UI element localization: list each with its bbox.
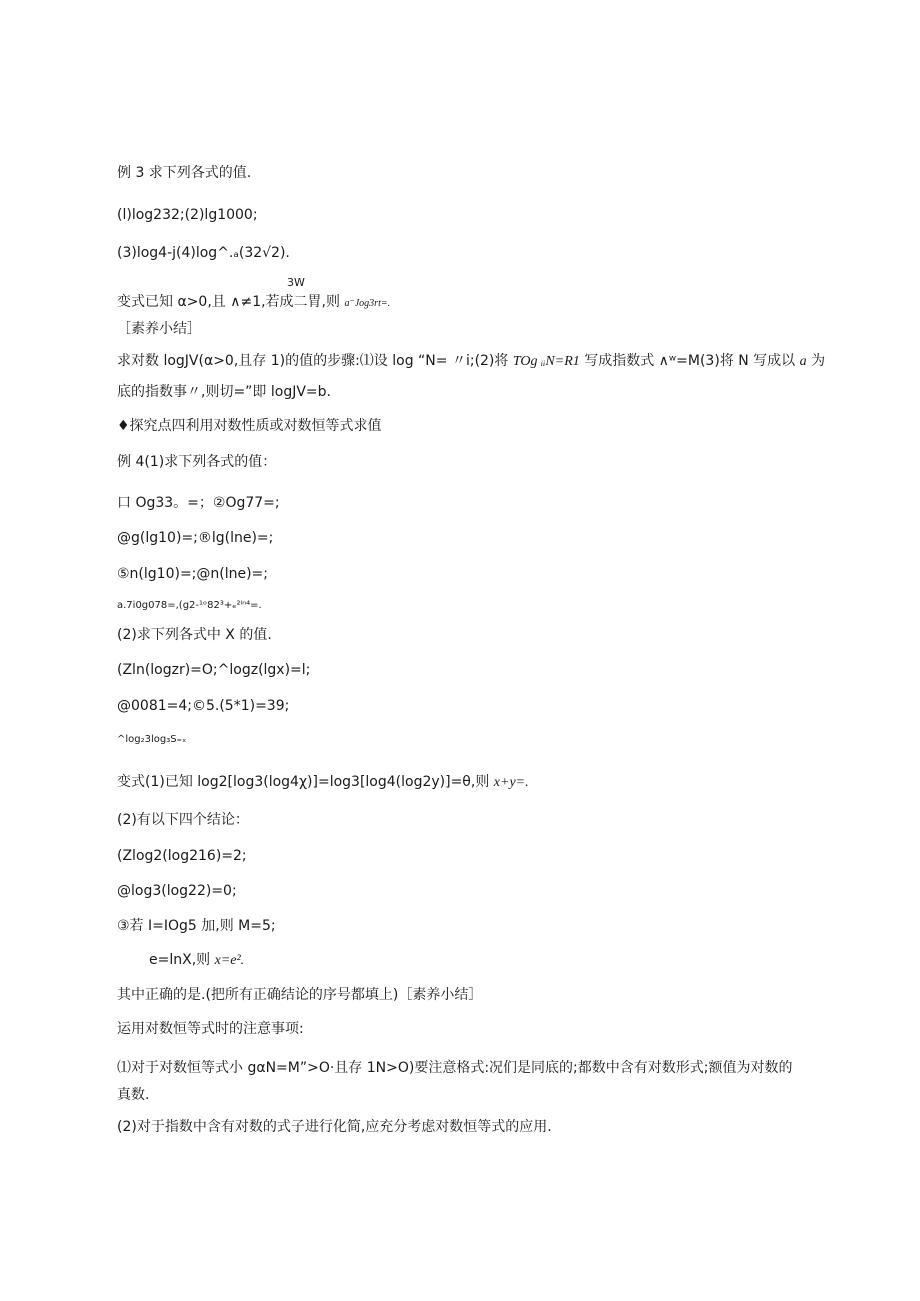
conclusion-2: @log3(log22)=0; [117, 883, 237, 899]
variant-2-expr: x+y=. [493, 775, 529, 790]
example-4-part-2-heading: (2)求下列各式中 X 的值. [117, 627, 272, 643]
notes-heading: 运用对数恒等式时的注意事项: [117, 1021, 304, 1037]
example-4-line-1: 口 Og33。=；②Og77=; [117, 495, 280, 511]
example-4-part-2-line-3: ^log₂3log₃S₌ₓ [117, 734, 187, 745]
example-4-line-3: ⑤n(lg10)=;@n(lne)=; [117, 566, 269, 582]
example-4-part-2-line-2: @0081=4;©5.(5*1)=39; [117, 698, 290, 714]
variant-question-text: 变式已知 α>0,且 ∧≠1,若成二胃,则 [117, 294, 341, 310]
steps-formula: TOg ᵢᵢN=R1 [512, 354, 580, 369]
variant-question-expr: a⁻Jog3rt=. [344, 298, 391, 309]
example-4-line-2: @g(lg10)=;®lg(lne)=; [117, 530, 274, 546]
example-4-heading: 例 4(1)求下列各式的值： [117, 454, 277, 470]
steps-var-a: a [799, 354, 807, 369]
example-4-line-4: a.7i0g078=,(g2-¹ᵒ82³+ₑ²ˡⁿ⁴=. [117, 600, 262, 611]
example-4-part-2-line-1: (Zln(logzr)=O;^logz(lgx)=l; [117, 662, 311, 678]
example-3-items-1-2: (l)log232;(2)lg1000; [117, 207, 258, 223]
correct-answer-prompt: 其中正确的是.(把所有正确结论的序号都填上)［素养小结］ [117, 987, 483, 1003]
variant-superscript: 3W [287, 276, 305, 289]
steps-text-c: 写成指数式 ∧ʷ=M(3)将 N 写成以 [584, 353, 796, 369]
conclusion-4-text: e=lnX,则 [149, 952, 211, 968]
conclusion-4-expr: x=e². [214, 953, 245, 968]
variant-2-text: 变式(1)已知 log2[log3(log4χ)]=log3[log4(log2y)]=θ,则 [117, 774, 490, 790]
conclusion-4 [149, 951, 244, 970]
steps-text-e: 为 [811, 353, 826, 369]
steps-text-a: 求对数 logJV(α>0,且存 1)的值的步骤:⑴设 log “N= 〃i;(2)将 [117, 353, 509, 369]
note-1: ⑴对于对数恒等式小 gαN=M”>O·且存 1N>O)要注意格式:况们是同底的;都数中含有对数形式;额值为对数的真数. [117, 1060, 793, 1103]
note-2: (2)对于指数中含有对数的式子进行化简,应充分考虑对数恒等式的应用. [117, 1119, 552, 1135]
variant-question-1 [117, 293, 390, 313]
summary-steps-line-1 [117, 352, 825, 371]
conclusion-3: ③若 I=IOg5 加,则 M=5; [117, 918, 276, 934]
variant-2-question [117, 773, 529, 792]
conclusions-heading: (2)有以下四个结论： [117, 812, 249, 828]
section-heading-explore-4: ♦探究点四利用对数性质或对数恒等式求值 [117, 418, 382, 434]
conclusion-1: (Zlog2(log216)=2; [117, 848, 247, 864]
summary-steps-line-2: 底的指数事〃,则切=”即 logJV=b. [117, 384, 331, 400]
summary-heading-1: ［素养小结］ [117, 321, 201, 337]
example-3-items-3-4: (3)log4-j(4)log^.ₐ(32√2). [117, 245, 290, 261]
example-3-heading: 例 3 求下列各式的值. [117, 165, 252, 181]
